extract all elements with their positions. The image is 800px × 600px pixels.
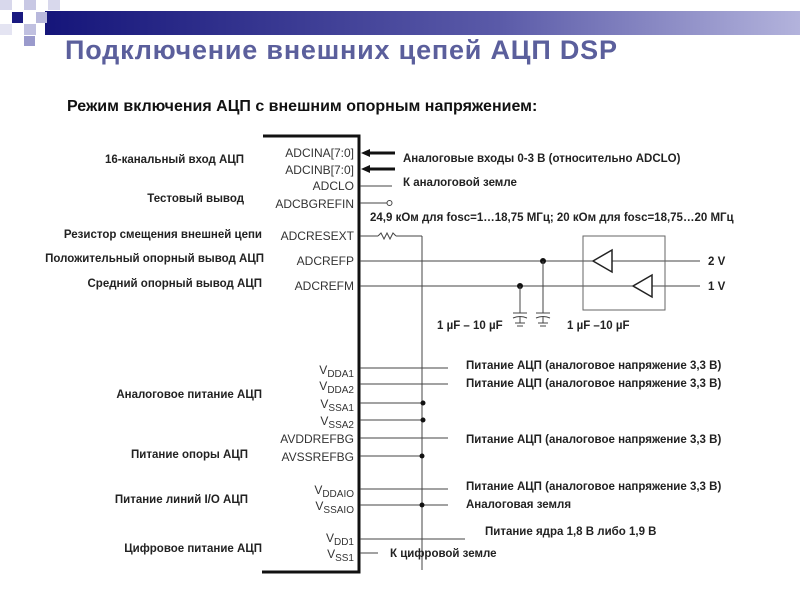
pin-adclo: ADCLO bbox=[312, 179, 354, 193]
capacitor-icon bbox=[513, 286, 527, 326]
arrow-left-icon bbox=[361, 165, 370, 173]
label-capacitor-2: 1 µF –10 µF bbox=[567, 320, 630, 332]
buffer-amplifier-icon bbox=[633, 275, 652, 297]
label-capacitor-1: 1 µF – 10 µF bbox=[437, 320, 503, 332]
label-positive-reference: Положительный опорный вывод АЦП bbox=[45, 253, 264, 265]
note-vdda2: Питание АЦП (аналоговое напряжение 3,3 В) bbox=[466, 378, 722, 390]
note-analog-inputs: Аналоговые входы 0-3 В (относительно ADCLO) bbox=[403, 153, 681, 165]
label-mid-reference: Средний опорный вывод АЦП bbox=[87, 278, 262, 290]
label-reference-power: Питание опоры АЦП bbox=[131, 449, 248, 461]
page-title: Подключение внешних цепей АЦП DSP bbox=[65, 35, 618, 65]
pin-vddaio: $V_{DDAIO}$ bbox=[314, 483, 354, 500]
note-resistor-value: 24,9 кОм для fosc=1…18,75 МГц; 20 кОм для fosc=18,75…20 МГц bbox=[370, 212, 734, 224]
label-digital-power: Цифровое питание АЦП bbox=[124, 543, 262, 555]
buffer-amplifier-icon bbox=[593, 250, 612, 272]
label-16-channel-input: 16-канальный вход АЦП bbox=[104, 154, 244, 166]
arrow-left-icon bbox=[361, 149, 370, 157]
note-vdda1: Питание АЦП (аналоговое напряжение 3,3 В) bbox=[466, 360, 722, 372]
pin-adcina: ADCINA[7:0] bbox=[285, 146, 354, 160]
pin-vdd1: $V_{DD1}$ bbox=[325, 531, 354, 548]
pin-adcinb: ADCINB[7:0] bbox=[285, 163, 354, 177]
pin-adcbgrefin: ADCBGREFIN bbox=[275, 197, 354, 211]
pin-avssrefbg: AVSSREFBG bbox=[281, 450, 354, 464]
pin-vdda1: $V_{DDA1}$ bbox=[319, 363, 354, 380]
test-terminal-icon bbox=[387, 201, 392, 206]
label-bias-resistor: Резистор смещения внешней цепи bbox=[63, 229, 262, 241]
label-2v: 2 V bbox=[708, 256, 726, 268]
pin-vssa2: $V_{SSA2}$ bbox=[320, 414, 354, 431]
pin-adcrefp: ADCREFP bbox=[296, 254, 354, 268]
label-test-output: Тестовый вывод bbox=[147, 193, 244, 205]
resistor-icon bbox=[378, 233, 396, 239]
pin-adcrefm: ADCREFM bbox=[294, 279, 354, 293]
note-to-analog-ground: К аналоговой земле bbox=[403, 177, 517, 189]
pin-vdda2: $V_{DDA2}$ bbox=[319, 379, 354, 396]
pin-adcresext: ADCRESEXT bbox=[280, 229, 354, 243]
note-to-digital-ground: К цифровой земле bbox=[390, 548, 497, 560]
pin-vssaio: $V_{SSAIO}$ bbox=[315, 499, 354, 516]
note-core-power: Питание ядра 1,8 В либо 1,9 В bbox=[485, 526, 657, 538]
note-vddaio: Питание АЦП (аналоговое напряжение 3,3 В) bbox=[466, 481, 722, 493]
note-avddrefbg: Питание АЦП (аналоговое напряжение 3,3 В) bbox=[466, 434, 722, 446]
label-1v: 1 V bbox=[708, 281, 726, 293]
pin-vss1: $V_{SS1}$ bbox=[327, 547, 354, 564]
capacitor-icon bbox=[536, 261, 550, 326]
pin-avddrefbg: AVDDREFBG bbox=[280, 432, 354, 446]
pin-vssa1: $V_{SSA1}$ bbox=[320, 397, 354, 414]
subtitle: Режим включения АЦП с внешним опорным напряжением: bbox=[67, 98, 538, 115]
label-io-power: Питание линий I/O АЦП bbox=[114, 494, 248, 506]
label-analog-power: Аналоговое питание АЦП bbox=[116, 389, 262, 401]
note-analog-ground: Аналоговая земля bbox=[466, 499, 572, 511]
